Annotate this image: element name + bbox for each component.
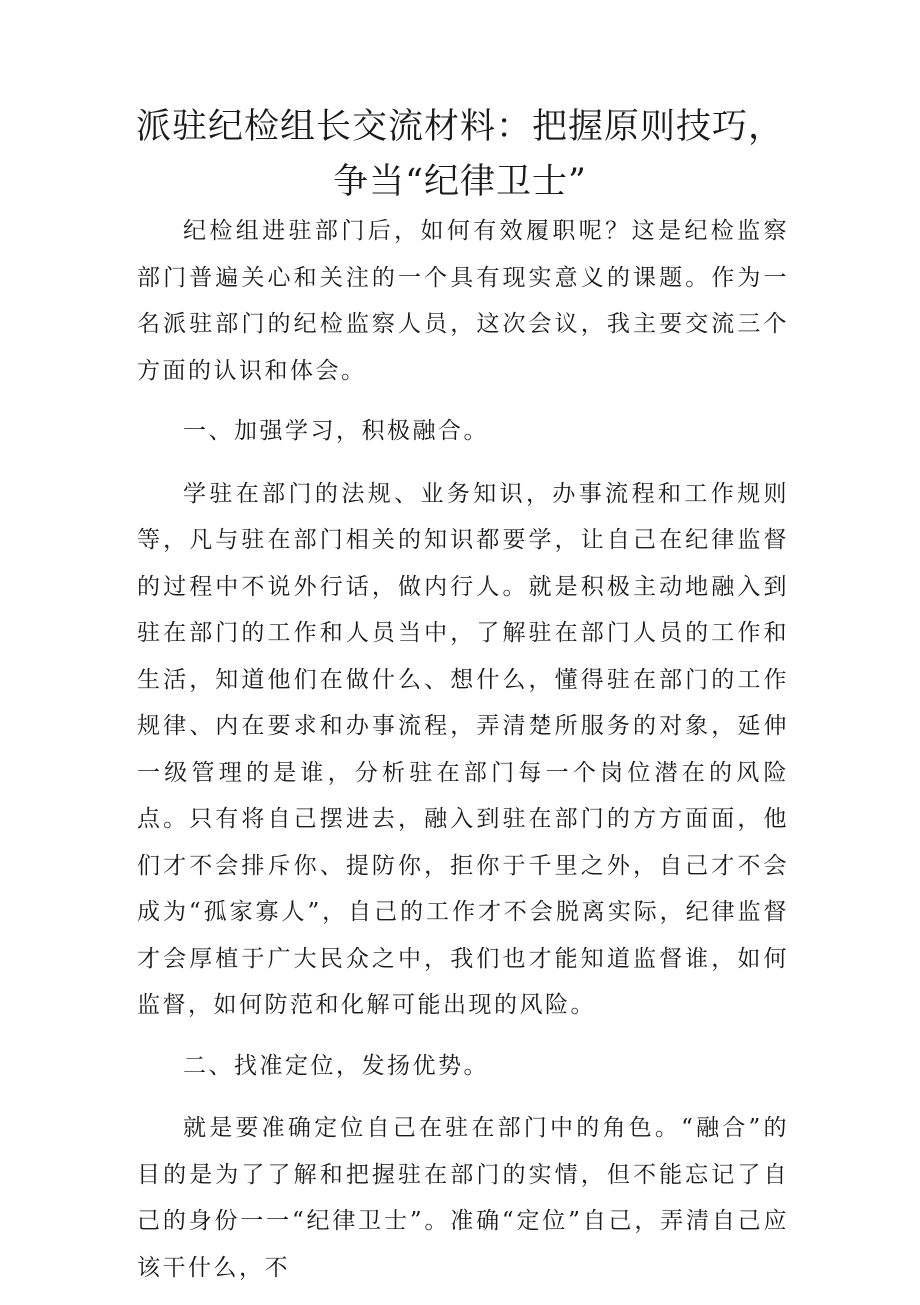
paragraph-section-1: 学驻在部门的法规、业务知识，办事流程和工作规则等，凡与驻在部门相关的知识都要学，让自己在纪律监督的过程中不说外行话，做内行人。就是积极主动地融入到驻在部门的工作和人员当中，了解驻在部门人员的工作和生活，知道他们在做什么、想什么，懂得驻在部门的工作规律、内在要求和办事流程，弄清楚所服务的对象，延伸一级管理的是谁，分析驻在部门每一个岗位潜在的风险点。只有将自己摆进去，融入到驻在部门的方方面面，他们才不会排斥你、提防你，拒你于千里之外，自己才不会成为“孤家寡人”，自己的工作才不会脱离实际，纪律监督才会厚植于广大民众之中，我们也才能知道监督谁，如何监督，如何防范和化解可能出现的风险。	[137, 480, 789, 1018]
document-title: 派驻纪检组长交流材料：把握原则技巧，争当“纪律卫士”	[135, 107, 784, 202]
paragraph-section-2: 就是要准确定位自己在驻在部门中的角色。“融合”的目的是为了了解和把握驻在部门的实情，但不能忘记了自己的身份一一“纪律卫士”。准确“定位”自己，弄清自己应该干什么，不	[137, 1115, 789, 1281]
section-heading-2: 二、找准定位，发扬优势。	[183, 1052, 489, 1079]
paragraph-intro: 纪检组进驻部门后，如何有效履职呢？这是纪检监察部门普遍关心和关注的一个具有现实意义的课题。作为一名派驻部门的纪检监察人员，这次会议，我主要交流三个方面的认识和体会。	[137, 218, 789, 384]
section-heading-1: 一、加强学习，积极融合。	[183, 418, 489, 444]
document-body	[137, 208, 789, 1305]
